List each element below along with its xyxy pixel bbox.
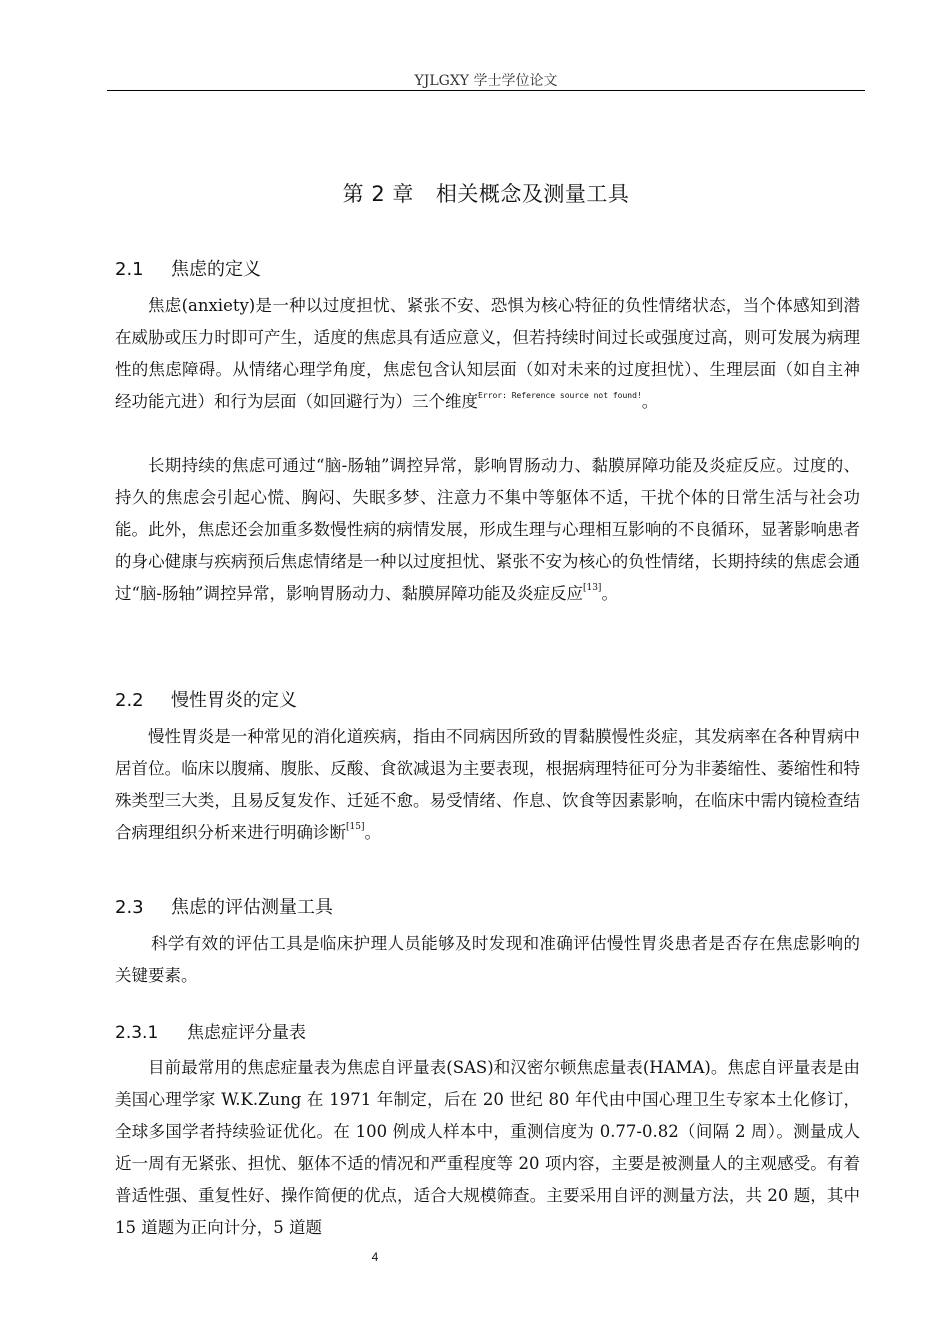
chapter-heading: 相关概念及测量工具: [435, 182, 630, 206]
citation: [13]: [582, 583, 602, 593]
header-rule: [107, 90, 865, 91]
section-number: 2.2: [115, 690, 144, 711]
paragraph-anxiety-definition: 焦虑(anxiety)是一种以过度担忧、紧张不安、恐惧为核心特征的负性情绪状态，当个体感知到潜在威胁或压力时即可产生，适度的焦虑具有适应意义，但若持续时间过长或强度过高，则可发展为病理性的焦虑障碍。从情绪心理学角度，焦虑包含认知层面（如对未来的过度担忧）、生理层面（如自主神经功能亢进）和行为层面（如回避行为）三个维度$^{Error: Reference source not found!}$。: [115, 296, 860, 411]
chapter-title: [107, 178, 865, 208]
paragraph-anxiety-effects: 长期持续的焦虑可通过“脑-肠轴”调控异常，影响胃肠动力、黏膜屏障功能及炎症反应。过度的、持久的焦虑会引起心慌、胸闷、失眠多梦、注意力不集中等躯体不适，干扰个体的日常生活与社会功能。此外，焦虑还会加重多数慢性病的病情发展，形成生理与心理相互影响的不良循环，显著影响患者的身心健康与疾病预后焦虑情绪是一种以过度担忧、紧张不安为核心的负性情绪，长期持续的焦虑会通过“脑-肠轴”调控异常，影响胃肠动力、黏膜屏障功能及炎症反应[13]。: [115, 456, 860, 603]
subsection-number: 2.3.1: [115, 1023, 159, 1043]
section-title: 慢性胃炎的定义: [171, 690, 297, 711]
chapter-number: 第 2 章: [342, 182, 414, 206]
section-title: 焦虑的评估测量工具: [171, 897, 333, 918]
section-title: 焦虑的定义: [171, 259, 261, 280]
subsection-heading-2-3-1: [115, 1018, 306, 1043]
subsection-title: 焦虑症评分量表: [187, 1023, 306, 1043]
paragraph-gastritis-definition: 慢性胃炎是一种常见的消化道疾病，指由不同病因所致的胃黏膜慢性炎症，其发病率在各种胃病中居首位。临床以腹痛、腹胀、反酸、食欲减退为主要表现，根据病理特征可分为非萎缩性、萎缩性和特殊类型三大类，且易反复发作、迁延不愈。易受情绪、作息、饮食等因素影响，在临床中需内镜检查结合病理组织分析来进行明确诊断[15]。: [115, 727, 860, 842]
section-number: 2.3: [115, 897, 144, 918]
paragraph-assessment-tools: 科学有效的评估工具是临床护理人员能够及时发现和准确评估慢性胃炎患者是否存在焦虑影响的关键要素。: [115, 934, 860, 985]
paragraph-anxiety-scales: 目前最常用的焦虑症量表为焦虑自评量表(SAS)和汉密尔顿焦虑量表(HAMA)。焦虑自评量表是由美国心理学家 W.K.Zung 在 1971 年制定，后在 20 世纪 80 年代由中国心理卫生专家本土化修订，全球多国学者持续验证优化。在 100 例成人样本中，重测信度为 0.77-0.82（间隔 2 周）。测量成人近一周有无紧张、担忧、躯体不适的情况和严重程度等 20 项内容，主要是被测量人的主观感受。有着普适性强、重复性好、操作简便的优点，适合大规模筛查。主要采用自评的测量方法，共 20 题，其中 15 道题为正向计分，5 道题: [115, 1058, 860, 1237]
section-heading-2-1: [115, 255, 261, 281]
reference-error: Error: Reference source not found!: [478, 391, 642, 400]
citation: [15]: [346, 822, 365, 832]
running-header: YJLGXY 学士学位论文: [414, 73, 558, 89]
section-heading-2-3: [115, 893, 333, 919]
page-number: 4: [371, 1250, 379, 1264]
section-number: 2.1: [115, 259, 144, 280]
section-heading-2-2: [115, 686, 297, 712]
